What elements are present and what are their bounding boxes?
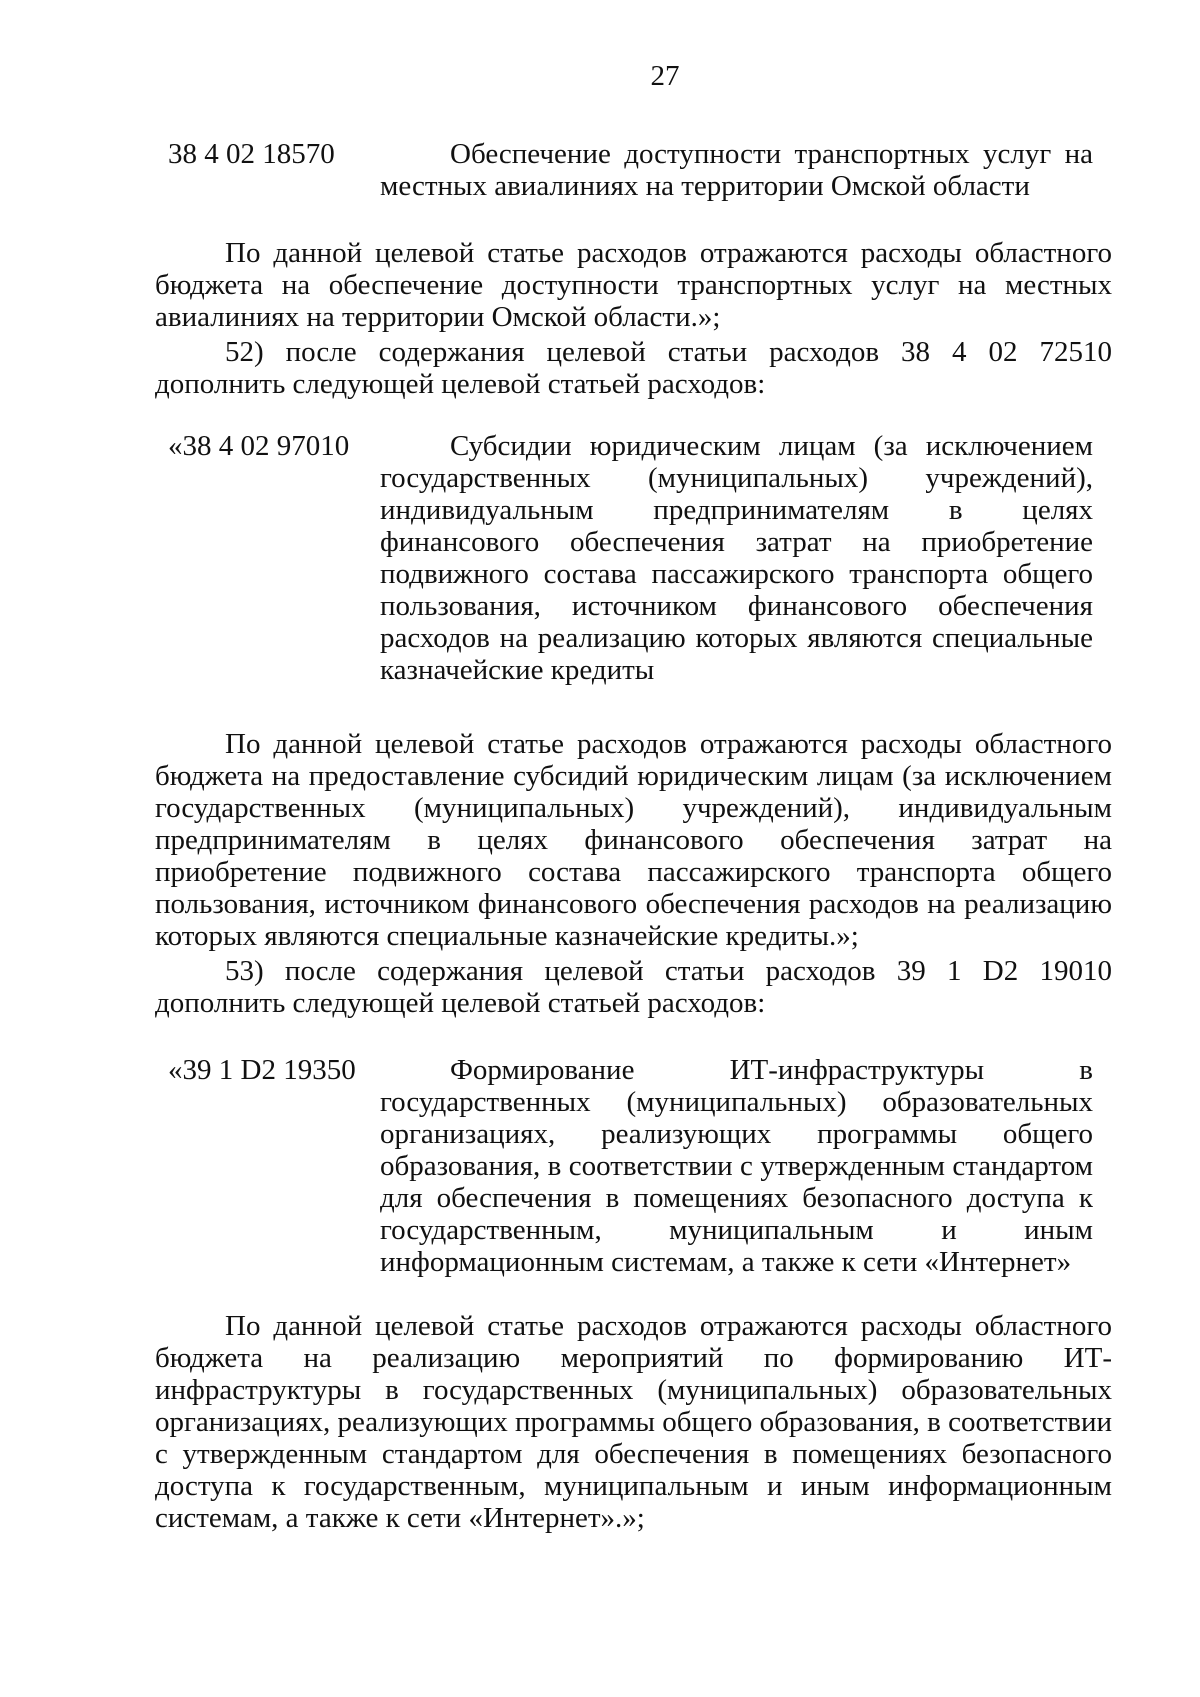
entry-code: «39 1 D2 19350 [168,1054,356,1086]
paragraph-description-2: По данной целевой статье расходов отражаются расходы областного бюджета на предоставление субсидий юридическим лицам (за исключением государственных (муниципальных) учреждений), индивидуальным предпринимателям в целях финансового обеспечения затрат на приобретение подвижного состава пассажирского транспорта общего пользования, источником финансового обеспечения расходов на реализацию которых являются специальные казначейские кредиты.»; [155,728,1112,952]
paragraph-amendment-53: 53) после содержания целевой статьи расходов 39 1 D2 19010 дополнить следующей целевой статьей расходов: [155,955,1112,1019]
entry-code: «38 4 02 97010 [168,430,350,462]
page-number: 27 [650,60,680,92]
paragraph-description-3: По данной целевой статье расходов отражаются расходы областного бюджета на реализацию мероприятий по формированию ИТ-инфраструктуры в государственных (муниципальных) образовательных организациях, реализующих программы общего образования, в соответствии с утвержденным стандартом для обеспечения в помещениях безопасного доступа к государственным, муниципальным и иным информационным системам, а также к сети «Интернет».»; [155,1310,1112,1534]
entry-title: Формирование ИТ-инфраструктуры в государственных (муниципальных) образовательных организациях, реализующих программы общего образования, в соответствии с утвержденным стандартом для обеспечения в помещениях безопасного доступа к государственным, муниципальным и иным информационным системам, а также к сети «Интернет» [380,1054,1093,1278]
budget-entry-38-4-02-18570 [168,138,1093,202]
entry-title: Субсидии юридическим лицам (за исключением государственных (муниципальных) учреждений), индивидуальным предпринимателям в целях финансового обеспечения затрат на приобретение подвижного состава пассажирского транспорта общего пользования, источником финансового обеспечения расходов на реализацию которых являются специальные казначейские кредиты [380,430,1093,686]
entry-code: 38 4 02 18570 [168,138,335,170]
budget-entry-38-4-02-97010 [168,430,1093,686]
paragraph-description-1: По данной целевой статье расходов отражаются расходы областного бюджета на обеспечение доступности транспортных услуг на местных авиалиниях на территории Омской области.»; [155,237,1112,333]
budget-entry-39-1-d2-19350 [168,1054,1093,1278]
entry-title: Обеспечение доступности транспортных услуг на местных авиалиниях на территории Омской области [380,138,1093,202]
paragraph-amendment-52: 52) после содержания целевой статьи расходов 38 4 02 72510 дополнить следующей целевой статьей расходов: [155,336,1112,400]
